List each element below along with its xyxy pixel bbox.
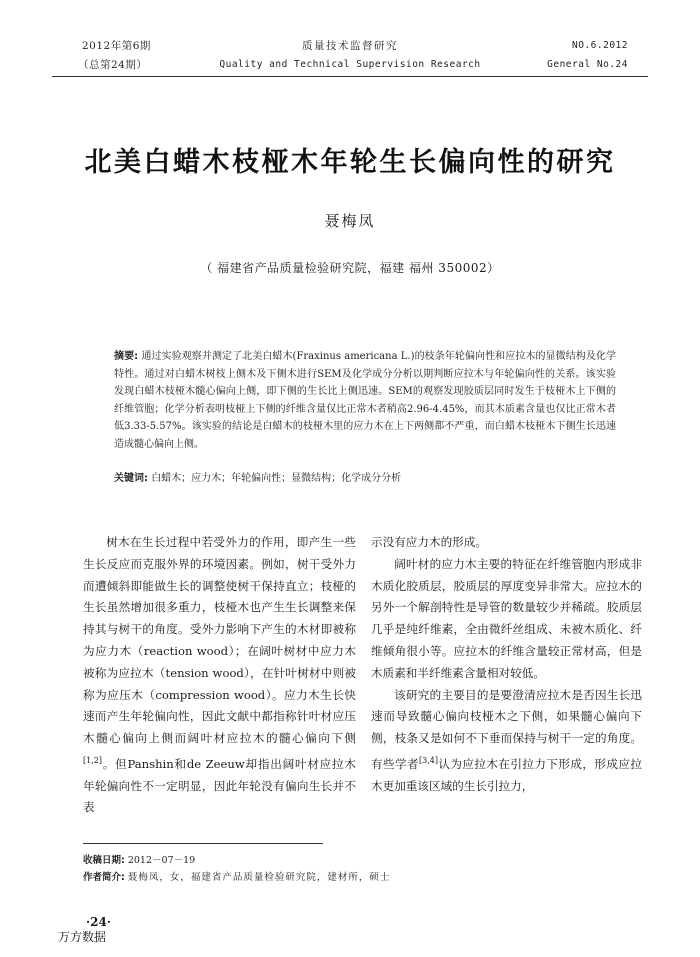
body-text: 认为应拉木在引拉力下形成，形成应拉木更加重该区域的生长引拉力， [371, 756, 642, 793]
article-title: 北美白蜡木枝桠木年轮生长偏向性的研究 [84, 147, 616, 178]
article-affiliation: （ 福建省产品质量检验研究院，福建 福州 350002） [200, 261, 500, 275]
body-text: 但Panshin和de Zeeuw却指出阔叶材应拉木年轮偏向性不一定明显，因此年轮没有偏向生长并不表 [83, 756, 356, 815]
header-number: NO.6.2012 [572, 40, 628, 51]
body-paragraph: 阔叶材的应力木主要的特征在纤维管胞内形成非木质化胶质层，胶质层的厚度变异非常大。应拉木的另外一个解剖特性是导管的数量较少并稀疏。胶质层几乎是纯纤维素，全由微纤丝组成、未被木质化、纤维倾角很小等。应拉木的纤维含量较正常材高，但是木质素和半纤维素含量相对较低。 [371, 556, 642, 680]
body-text: 树木在生长过程中若受外力的作用，即产生一些生长反应而克服外界的环境因素。例如，树干受外力而遭倾斜即能做生长的调整使树干保持直立；枝桠的生长虽然增加很多重力，枝桠木也产生生长调整来保持其与树干的角度。受外力影响下产生的木材即被称为应力木（reaction wood）；在阔叶树材中应力木被称为应拉木（tension wood），在针叶树材中则被称为应压木（compression wood）。应力木生长快速而产生年轮偏向性，因此文献中都指称针叶材应压木髓心偏向上侧而阔叶材应拉木的髓心偏向下侧 [83, 535, 356, 746]
header-general-issue: （总第24期） [78, 59, 148, 71]
body-left-column [83, 532, 356, 819]
keywords [114, 469, 616, 484]
header-journal-title: 质量技术监督研究 [302, 40, 398, 52]
abstract [114, 348, 616, 454]
footnote-author [83, 869, 390, 883]
footnote-rule [83, 843, 323, 844]
received-value: 2012－07－19 [127, 855, 196, 866]
article-author: 聂梅凤 [324, 212, 376, 230]
body-right-column [371, 532, 642, 797]
page-number: ·24· [86, 915, 112, 929]
header-journal-english: Quality and Technical Supervision Research [219, 59, 481, 70]
header-general-number: General No.24 [547, 59, 628, 70]
header-issue: 2012年第6期 [82, 40, 151, 52]
received-label: 收稿日期: [83, 855, 125, 866]
header-rule [52, 76, 648, 77]
author-bio-value: 聂梅凤，女，福建省产品质量检验研究院，建材所，硕士 [127, 872, 391, 883]
author-bio-label: 作者简介: [83, 872, 125, 883]
body-paragraph [83, 532, 356, 819]
body-paragraph: 示没有应力木的形成。 [371, 535, 487, 549]
keywords-label: 关键词: [114, 473, 148, 484]
abstract-label: 摘要: [114, 351, 139, 362]
watermark: 万方数据 [58, 930, 107, 944]
citation: [1,2] [83, 755, 102, 765]
citation: [3,4] [419, 755, 438, 765]
abstract-text: 通过实验观察并测定了北美白蜡木(Fraxinus americana L.)的枝条年轮偏向性和应拉木的显微结构及化学特性。通过对白蜡木树枝上侧木及下侧木进行SEM及化学成分分析以期判断应拉木与年轮偏向性的关系。该实验发现白蜡木枝桠木髓心偏向上侧，即下侧的生长比上侧迅速。SEM的观察发现胶质层同时发生于枝桠木上下侧的纤维管胞；化学分析表明枝桠上下侧的纤维含量仅比正常木者稍高2.96-4.45%，而其木质素含量也仅比正常木者低3.33-5.57%。该实验的结论是白蜡木的枝桠木里的应力木在上下两侧都不严重，而白蜡木枝桠木下侧生长迅速造成髓心偏向上侧。 [114, 351, 616, 450]
footnote-received [83, 852, 195, 866]
body-paragraph [371, 685, 642, 798]
body-text: 。 [101, 756, 116, 771]
keywords-text: 白蜡木；应力木；年轮偏向性；显微结构；化学成分分析 [151, 473, 402, 484]
body-text: 该研究的主要目的是要澄清应拉木是否因生长迅速而导致髓心偏向枝桠木之下侧，如果髓心偏向下侧，枝条又是如何不下垂而保持与树干一定的角度。有些学者 [371, 687, 642, 771]
